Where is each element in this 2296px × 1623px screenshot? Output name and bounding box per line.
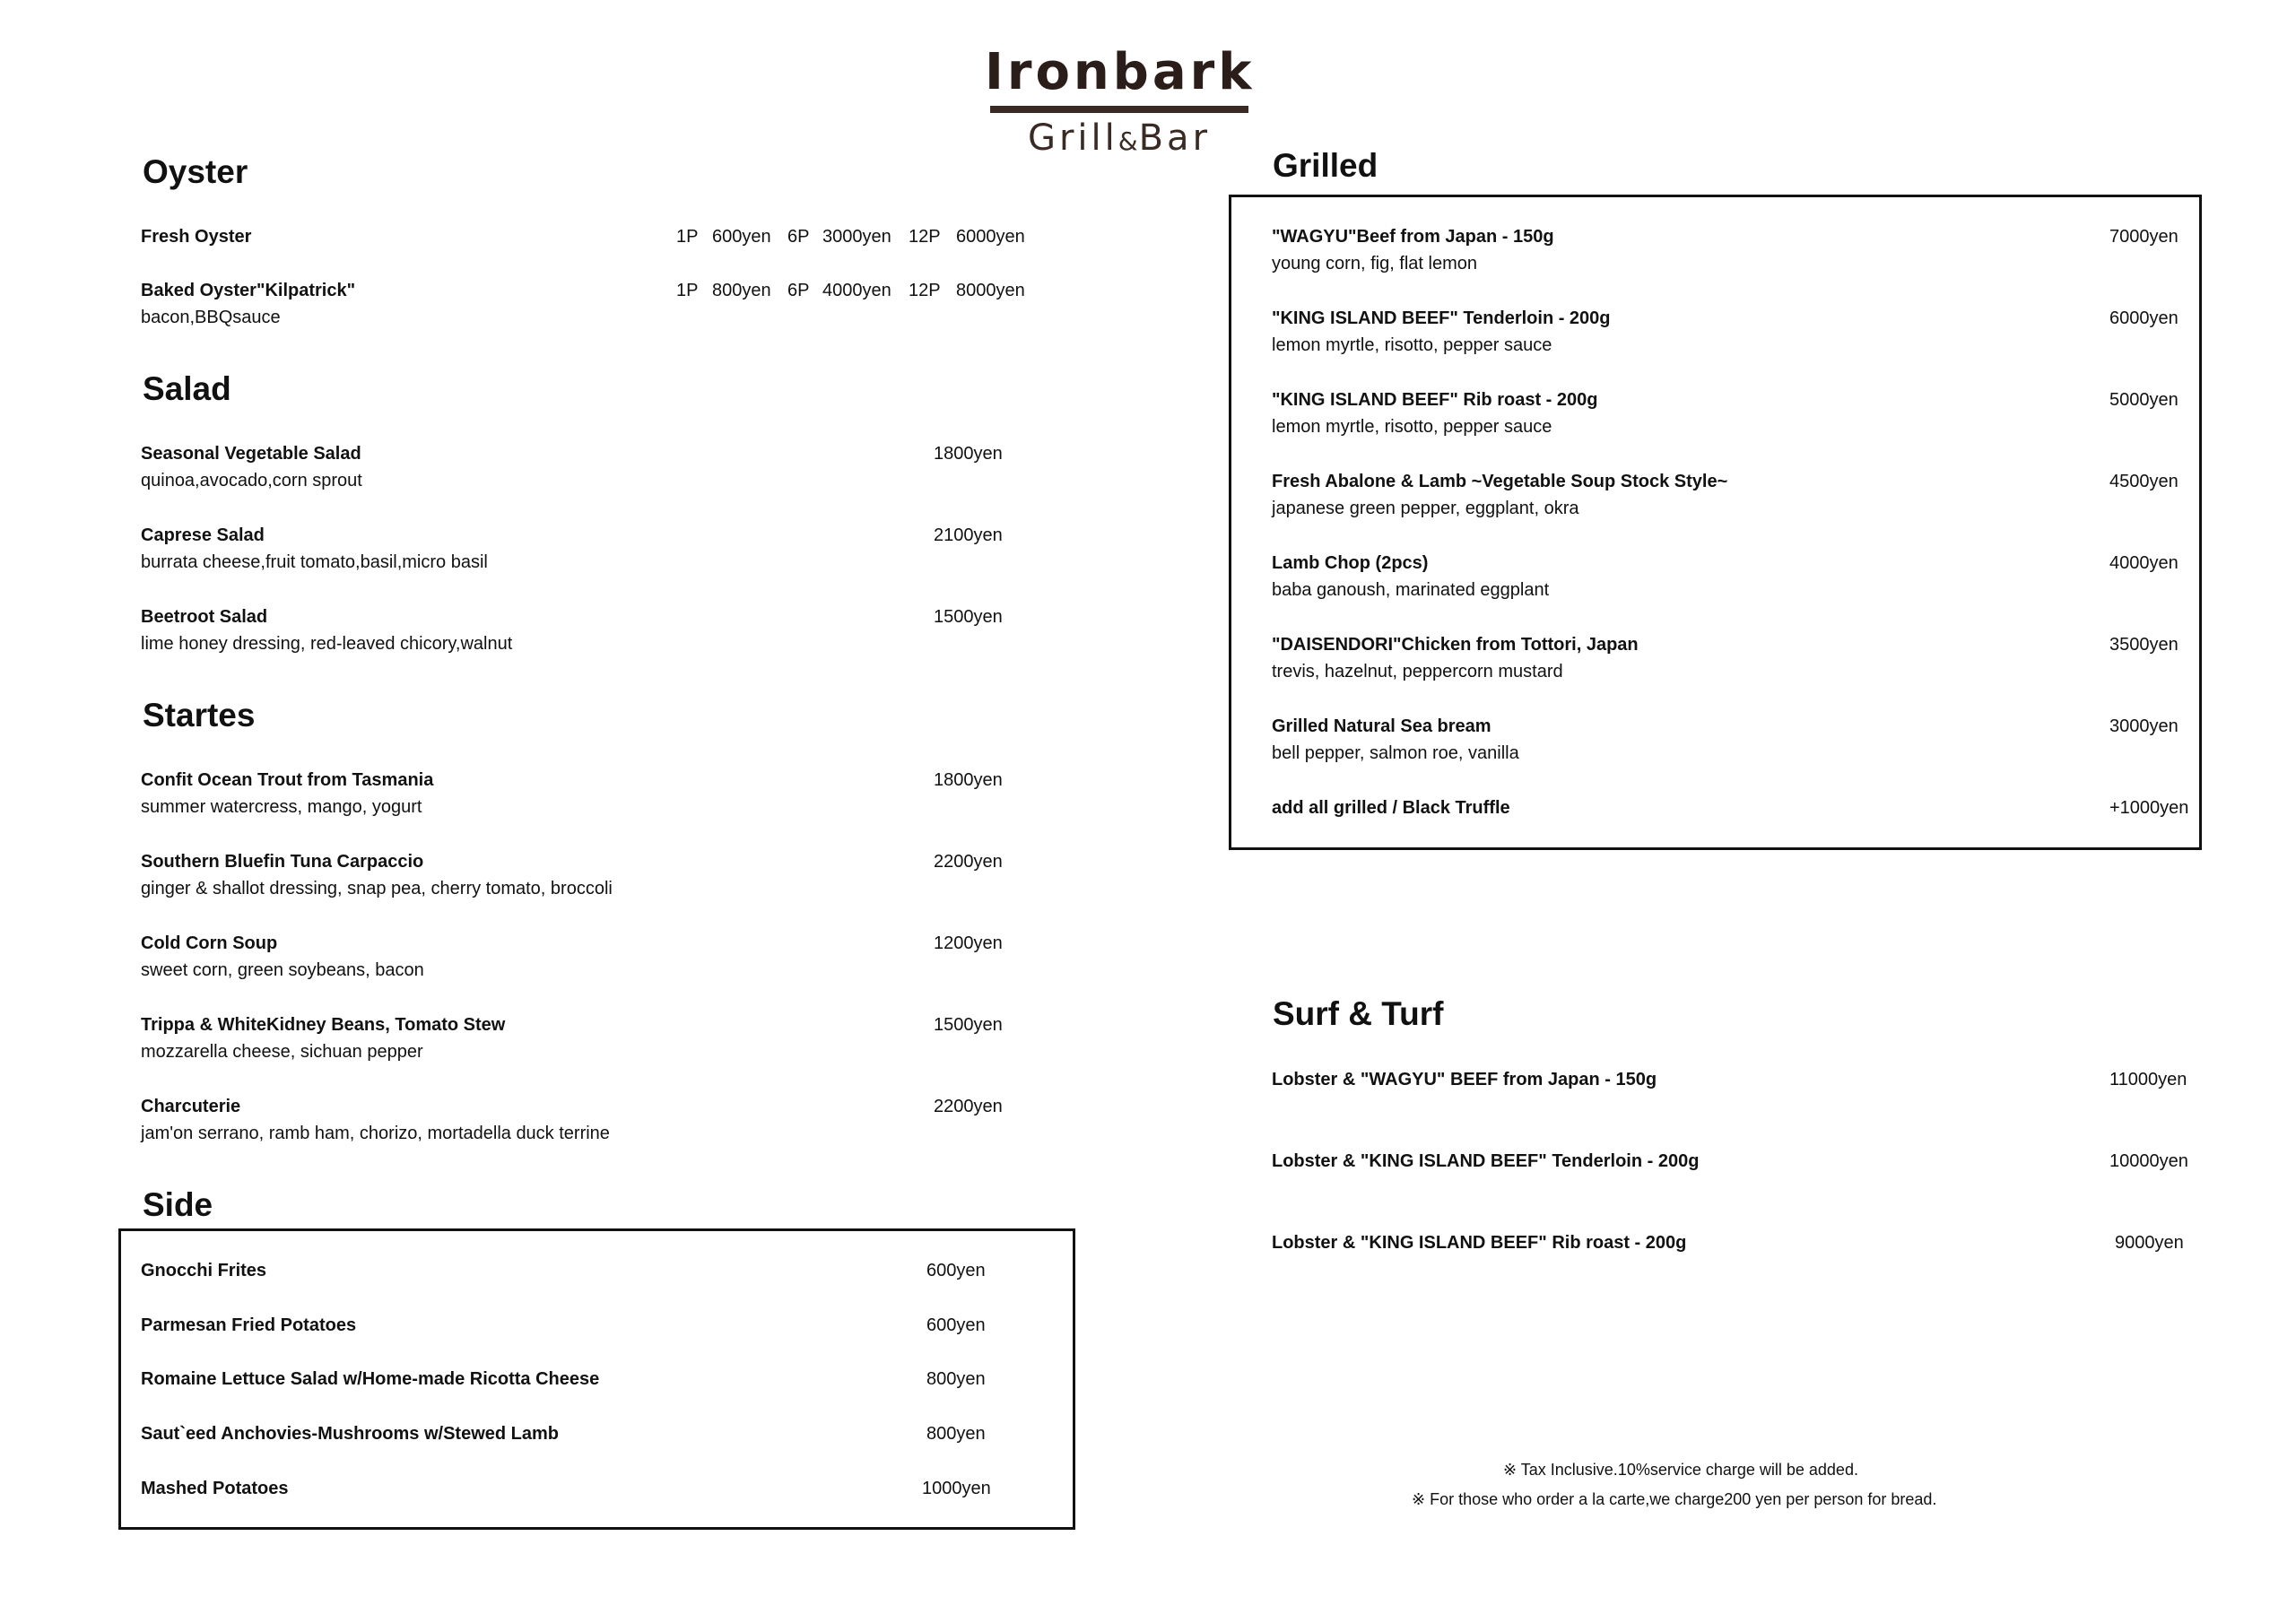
menu-item xyxy=(1272,225,1554,275)
item-name: Confit Ocean Trout from Tasmania xyxy=(141,770,434,790)
item-name: Caprese Salad xyxy=(141,525,265,545)
item-price: 1200yen xyxy=(934,933,1003,953)
item-name: Seasonal Vegetable Salad xyxy=(141,444,361,464)
item-description: lemon myrtle, risotto, pepper sauce xyxy=(1272,417,1552,437)
oyster-price: 6000yen xyxy=(956,227,1025,247)
logo-subtitle: Grill&Bar xyxy=(1027,117,1212,159)
item-name: Fresh Abalone & Lamb ~Vegetable Soup Stock Style~ xyxy=(1272,472,1728,491)
item-price: 6000yen xyxy=(2109,308,2179,328)
item-price: 2200yen xyxy=(934,852,1003,872)
logo-rule xyxy=(990,106,1248,113)
item-price: 1800yen xyxy=(934,444,1003,464)
section-title-side: Side xyxy=(143,1186,213,1223)
item-description: sweet corn, green soybeans, bacon xyxy=(141,960,424,980)
menu-item xyxy=(1272,388,1597,438)
item-description: quinoa,avocado,corn sprout xyxy=(141,471,362,490)
item-price: 800yen xyxy=(926,1424,986,1444)
item-price: 1500yen xyxy=(934,1015,1003,1035)
menu-item xyxy=(1272,470,1727,520)
menu-item xyxy=(141,605,512,655)
menu-item xyxy=(1272,633,1639,683)
item-description: mozzarella cheese, sichuan pepper xyxy=(141,1042,423,1062)
item-price: 5000yen xyxy=(2109,390,2179,410)
item-name: Parmesan Fried Potatoes xyxy=(141,1315,357,1335)
item-price: 600yen xyxy=(926,1261,986,1280)
oyster-qty: 1P xyxy=(676,281,699,300)
item-name: Gnocchi Frites xyxy=(141,1261,267,1280)
item-name: Mashed Potatoes xyxy=(141,1479,289,1498)
item-name: Lobster & "WAGYU" BEEF from Japan - 150g xyxy=(1272,1070,1657,1089)
menu-item xyxy=(1272,307,1611,357)
oyster-price: 3000yen xyxy=(822,227,891,247)
oyster-qty: 1P xyxy=(676,227,699,247)
item-price: 800yen xyxy=(926,1369,986,1389)
menu-item xyxy=(141,850,613,900)
item-price: 7000yen xyxy=(2109,227,2179,247)
item-name: Grilled Natural Sea bream xyxy=(1272,716,1492,736)
item-name: Cold Corn Soup xyxy=(141,933,278,953)
item-price: 600yen xyxy=(926,1315,986,1335)
item-price: 3500yen xyxy=(2109,635,2179,655)
section-title-surf-turf: Surf & Turf xyxy=(1273,995,1444,1032)
item-price: 11000yen xyxy=(2109,1070,2187,1089)
item-price: 4000yen xyxy=(2109,553,2179,573)
oyster-price: 600yen xyxy=(712,227,771,247)
item-price: 4500yen xyxy=(2109,472,2179,491)
menu-item xyxy=(141,279,355,329)
item-name: Lamb Chop (2pcs) xyxy=(1272,553,1429,573)
oyster-qty: 6P xyxy=(787,227,810,247)
oyster-qty: 12P xyxy=(909,227,941,247)
item-name: Saut`eed Anchovies-Mushrooms w/Stewed Lamb xyxy=(141,1424,560,1444)
section-title-oyster: Oyster xyxy=(143,153,248,190)
menu-item xyxy=(1272,715,1519,765)
item-description: trevis, hazelnut, peppercorn mustard xyxy=(1272,662,1563,681)
item-name: Charcuterie xyxy=(141,1097,241,1116)
menu-item xyxy=(141,768,433,819)
restaurant-logo xyxy=(985,43,1254,169)
item-name: "WAGYU"Beef from Japan - 150g xyxy=(1272,227,1554,247)
item-price: +1000yen xyxy=(2109,798,2189,818)
item-description: lime honey dressing, red-leaved chicory,walnut xyxy=(141,634,513,654)
item-name: Lobster & "KING ISLAND BEEF" Rib roast - 200g xyxy=(1272,1233,1687,1253)
section-title-starters: Startes xyxy=(143,697,256,733)
item-description: jam'on serrano, ramb ham, chorizo, mortadella duck terrine xyxy=(141,1124,610,1143)
item-price: 3000yen xyxy=(2109,716,2179,736)
item-description: burrata cheese,fruit tomato,basil,micro basil xyxy=(141,552,488,572)
menu-item xyxy=(141,1013,505,1063)
oyster-qty: 6P xyxy=(787,281,810,300)
item-name: "DAISENDORI"Chicken from Tottori, Japan xyxy=(1272,635,1639,655)
menu-item xyxy=(141,225,251,248)
menu-item xyxy=(141,524,488,574)
item-name: Lobster & "KING ISLAND BEEF" Tenderloin - 200g xyxy=(1272,1151,1700,1171)
item-name: "KING ISLAND BEEF" Tenderloin - 200g xyxy=(1272,308,1611,328)
oyster-price: 800yen xyxy=(712,281,771,300)
menu-item xyxy=(141,442,362,492)
item-name: Romaine Lettuce Salad w/Home-made Ricotta Cheese xyxy=(141,1369,600,1389)
item-price: 10000yen xyxy=(2109,1151,2188,1171)
item-name: add all grilled / Black Truffle xyxy=(1272,798,1510,818)
item-description: summer watercress, mango, yogurt xyxy=(141,797,422,817)
item-price: 1800yen xyxy=(934,770,1003,790)
menu-item xyxy=(1272,796,1510,820)
item-description: young corn, fig, flat lemon xyxy=(1272,254,1478,273)
logo-wordmark: Ironbark xyxy=(985,43,1256,101)
item-price: 9000yen xyxy=(2115,1233,2184,1253)
item-name: Trippa & WhiteKidney Beans, Tomato Stew xyxy=(141,1015,506,1035)
item-price: 1000yen xyxy=(922,1479,991,1498)
menu-item xyxy=(141,1095,610,1145)
item-price: 2100yen xyxy=(934,525,1003,545)
item-description: bacon,BBQsauce xyxy=(141,308,281,327)
item-name: "KING ISLAND BEEF" Rib roast - 200g xyxy=(1272,390,1598,410)
oyster-price: 4000yen xyxy=(822,281,891,300)
section-title-salad: Salad xyxy=(143,370,231,407)
bread-charge-note: ※ For those who order a la carte,we charge200 yen per person for bread. xyxy=(1412,1490,1937,1508)
item-description: baba ganoush, marinated eggplant xyxy=(1272,580,1550,600)
item-price: 2200yen xyxy=(934,1097,1003,1116)
item-description: japanese green pepper, eggplant, okra xyxy=(1272,499,1579,518)
item-name: Fresh Oyster xyxy=(141,227,252,247)
item-description: bell pepper, salmon roe, vanilla xyxy=(1272,743,1519,763)
item-description: ginger & shallot dressing, snap pea, cherry tomato, broccoli xyxy=(141,879,613,898)
item-name: Southern Bluefin Tuna Carpaccio xyxy=(141,852,424,872)
oyster-price: 8000yen xyxy=(956,281,1025,300)
menu-item xyxy=(1272,551,1549,602)
section-title-grilled: Grilled xyxy=(1273,147,1378,184)
oyster-qty: 12P xyxy=(909,281,941,300)
item-description: lemon myrtle, risotto, pepper sauce xyxy=(1272,335,1552,355)
menu-item xyxy=(141,932,424,982)
item-name: Baked Oyster"Kilpatrick" xyxy=(141,281,356,300)
item-name: Beetroot Salad xyxy=(141,607,268,627)
item-price: 1500yen xyxy=(934,607,1003,627)
tax-note: ※ Tax Inclusive.10%service charge will be added. xyxy=(1503,1461,1858,1479)
